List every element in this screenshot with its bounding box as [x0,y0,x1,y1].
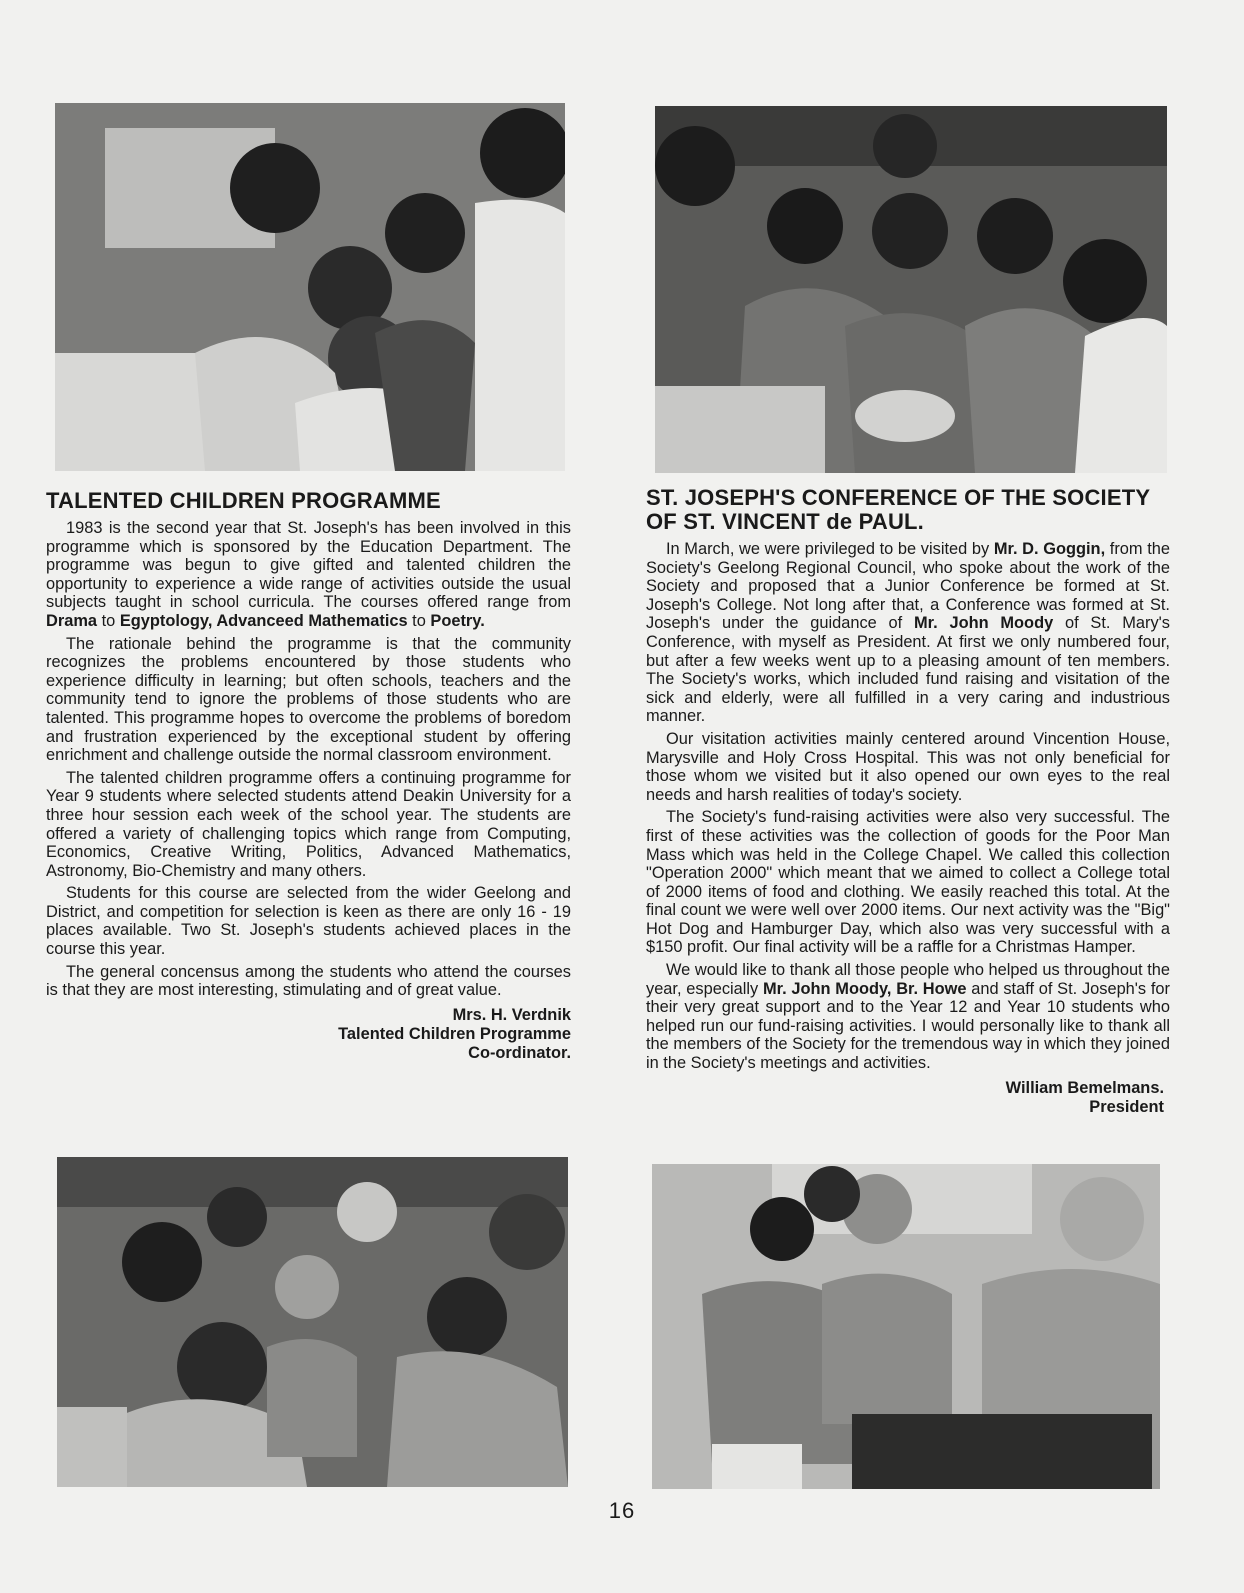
photo-students-at-desks [57,1157,568,1487]
photo-computer-class-image [55,103,565,471]
photo-society-meeting-image [652,1164,1160,1489]
emphasized-name: Poetry. [430,611,485,630]
st-vincent-signature [646,1079,1170,1117]
st-vincent-de-paul-heading: ST. JOSEPH'S CONFERENCE OF THE SOCIETY OF ST. VINCENT de PAUL. [646,485,1150,534]
talented-children-paragraph-3: The talented children programme offers a continuing programme for Year 9 students where selected students attend Deakin University for a three hour session each week of the school year. The students are offered a variety of challenging topics which range from Computing, Economics, Creative Writing, Politics, Advanced Mathematics, Astronomy, Bio-Chemistry and many others. [46,768,571,880]
signature-title: Co-ordinator. [468,1043,571,1062]
st-vincent-paragraph-4: We would like to thank all those people who helped us throughout the year, especially Mr. John Moody, Br. Howe and staff of St. Joseph's for their very great support and to the Year 12 and Year 10 students who helped run our fund-raising activities. I would personally like to thank all the members of the Society for the tremendous way in which they joined in the Society's meetings and activities. [646,961,1170,1073]
photo-society-meeting [652,1164,1160,1489]
signature-name: Mrs. H. Verdnik [452,1005,571,1024]
signature-role: Talented Children Programme [338,1024,571,1043]
talented-children-paragraph-4: Students for this course are selected from the wider Geelong and District, and competition for selection is keen as there are only 16 - 19 places available. Two St. Joseph's students achieved places in the course this year. [46,884,571,959]
talented-children-article [46,489,571,1063]
emphasized-name: Drama [46,611,98,630]
st-vincent-de-paul-article [646,486,1170,1117]
talented-children-paragraph-2: The rationale behind the programme is that the community recognizes the problems encountered by those students who experience difficulty in learning; but often schools, teachers and the community tend to ignore the problems of those students who are talented. This programme hopes to overcome the problems of boredom and frustration experienced by the exceptional student by offering enrichment and challenge outside the normal classroom environment. [46,634,571,765]
st-vincent-paragraph-1: In March, we were privileged to be visited by Mr. D. Goggin, from the Society's Geelong Regional Council, who spoke about the work of the Society and proposed that a Junior Conference be formed at St. Joseph's College. Not long after that, a Conference was formed at St. Joseph's under the guidance of Mr. John Moody of St. Mary's Conference, with myself as President. At first we only numbered four, but after a few weeks went up to a pleasing amount of ten members. The Society's works, which included fund raising and visitation of the sick and elderly, were all fulfilled in a very caring and industrious manner. [646,540,1171,726]
photo-society-members-sorting [655,106,1167,473]
st-vincent-paragraph-2: Our visitation activities mainly centered around Vincention House, Marysville and Holy Cross Hospital. This was not only beneficial for those whom we visited but it also opened our own eyes to the real needs and harsh realities of today's society. [646,729,1170,804]
talented-children-paragraph-5: The general concensus among the students who attend the courses is that they are most interesting, stimulating and of great value. [46,962,571,1000]
photo-computer-class [55,103,565,471]
talented-children-paragraph-1: 1983 is the second year that St. Joseph's has been involved in this programme which is sponsored by the Education Department. The programme was begun to give gifted and talented children the opportunity to experience a wide range of activities outside the usual subjects taught in school curricula. The courses offered range from Drama to Egyptology, Advanceed Mathematics to Poetry. [46,519,571,630]
talented-children-signature [46,1006,571,1063]
emphasized-name: Mr. John Moody [914,614,1054,633]
signature-name: William Bemelmans. [1005,1078,1164,1097]
emphasized-name: Mr. John Moody, Br. Howe [763,979,967,998]
photo-students-at-desks-image [57,1157,568,1487]
signature-title: President [1089,1097,1164,1116]
st-vincent-paragraph-3: The Society's fund-raising activities were also very successful. The first of these activities was the collection of goods for the Poor Man Mass which was held in the College Chapel. We called this collection "Operation 2000" which meant that we aimed to collect a College total of 2000 items of food and clothing. We easily reached this total. At the final count we were well over 2000 items. Our next activity was the "Big" Hot Dog and Hamburger Day, which also was very successful with a $150 profit. Our final activity will be a raffle for a Christmas Hamper. [646,808,1170,957]
emphasized-name: Egyptology, Advanceed Mathematics [119,611,408,630]
page-number: 16 [608,1498,636,1523]
emphasized-name: Mr. D. Goggin, [993,540,1106,558]
talented-children-heading: TALENTED CHILDREN PROGRAMME [46,488,441,513]
photo-society-members-sorting-image [655,106,1167,473]
